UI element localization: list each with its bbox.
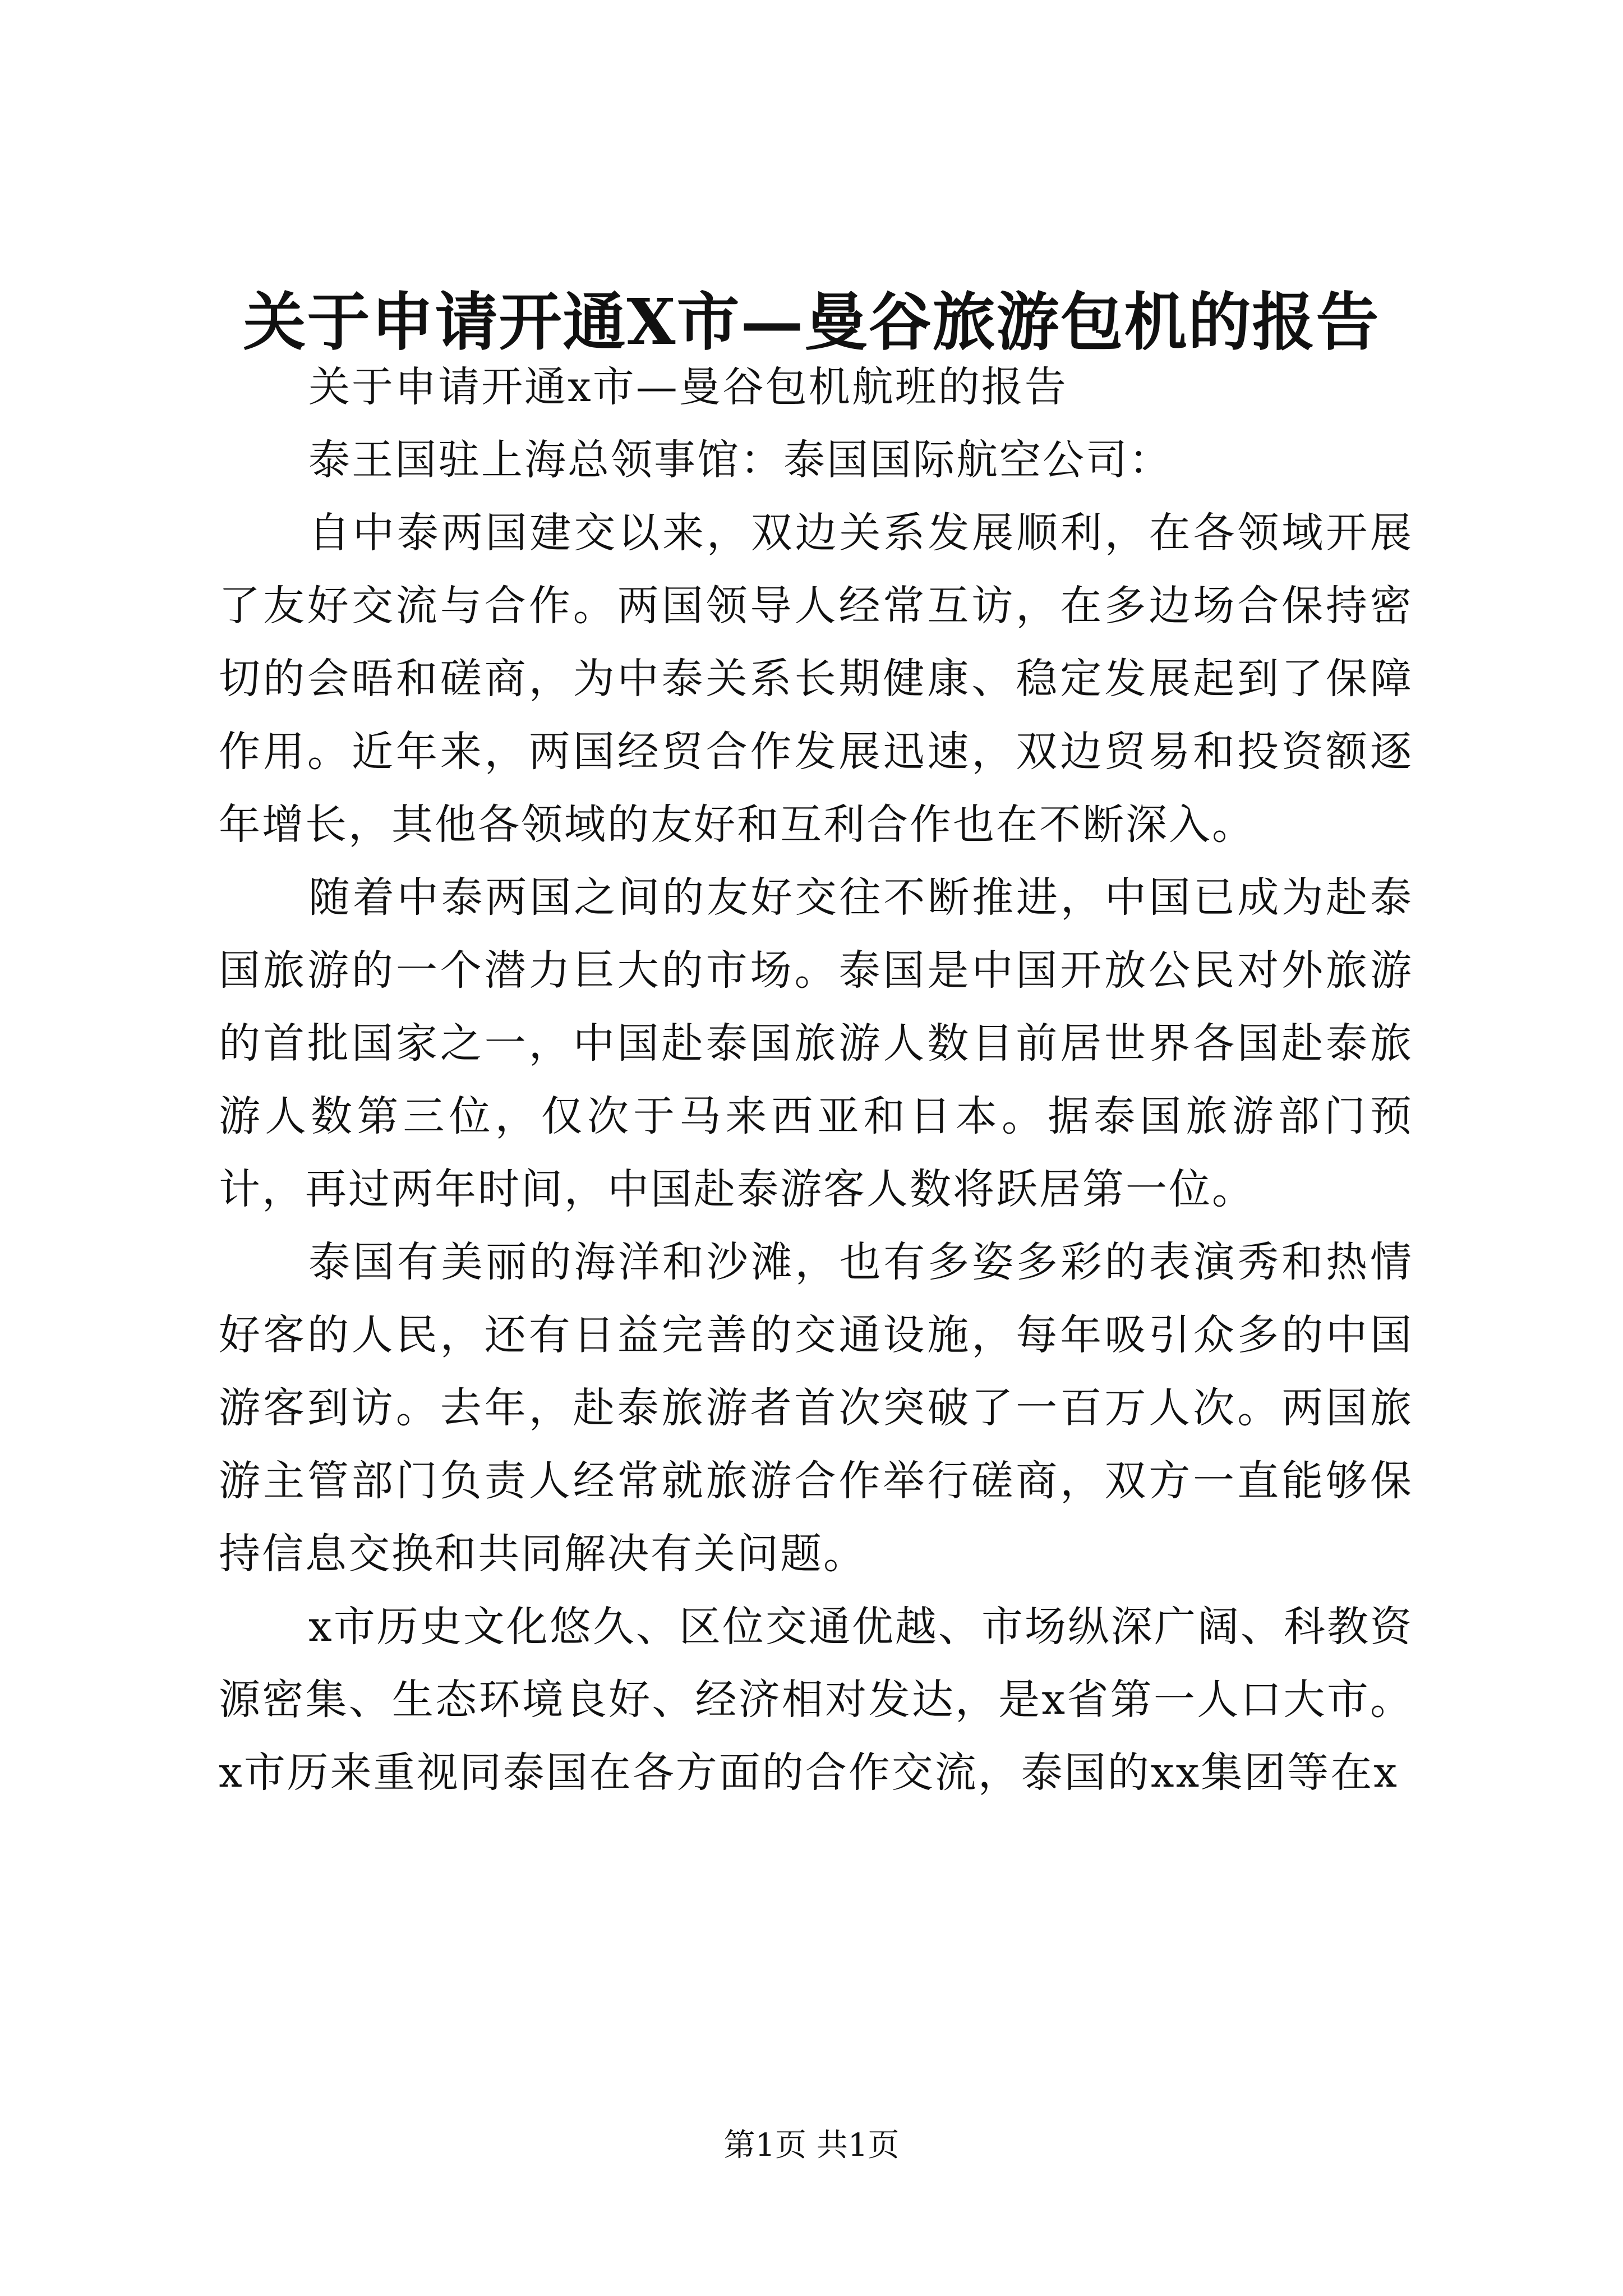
document-title: 关于申请开通X市—曼谷旅游包机的报告 [243, 286, 1380, 359]
document-body [219, 351, 1413, 1809]
document-subtitle: 关于申请开通x市—曼谷包机航班的报告 [308, 363, 1068, 411]
paragraph: x市历史文化悠久、区位交通优越、市场纵深广阔、科教资源密集、生态环境良好、经济相对发达，是x省第一人口大市。x市历来重视同泰国在各方面的合作交流，泰国的xx集团等在x [219, 1603, 1413, 1797]
salutation: 泰王国驻上海总领事馆：泰国国际航空公司： [308, 436, 1172, 484]
paragraph: 泰国有美丽的海洋和沙滩，也有多姿多彩的表演秀和热情好客的人民，还有日益完善的交通设施，每年吸引众多的中国游客到访。去年，赴泰旅游者首次突破了一百万人次。两国旅游主管部门负责人经常就旅游合作举行磋商，双方一直能够保持信息交换和共同解决有关问题。 [219, 1238, 1413, 1578]
page-footer: 第1页 共1页 [723, 2127, 900, 2164]
paragraph: 随着中泰两国之间的友好交往不断推进，中国已成为赴泰国旅游的一个潜力巨大的市场。泰国是中国开放公民对外旅游的首批国家之一，中国赴泰国旅游人数目前居世界各国赴泰旅游人数第三位，仅次于马来西亚和日本。据泰国旅游部门预计，再过两年时间，中国赴泰游客人数将跃居第一位。 [219, 873, 1413, 1213]
paragraph: 自中泰两国建交以来，双边关系发展顺利，在各领域开展了友好交流与合作。两国领导人经常互访，在多边场合保持密切的会晤和磋商，为中泰关系长期健康、稳定发展起到了保障作用。近年来，两国经贸合作发展迅速，双边贸易和投资额逐年增长，其他各领域的友好和互利合作也在不断深入。 [219, 509, 1413, 849]
